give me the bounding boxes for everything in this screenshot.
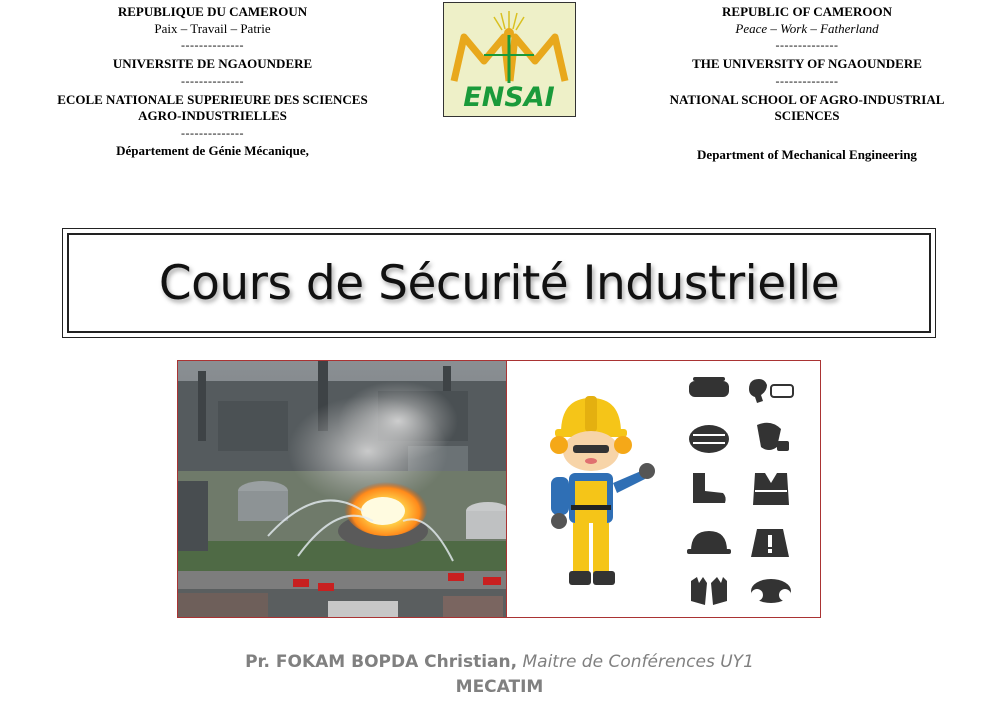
country-fr: REPUBLIQUE DU CAMEROUN [117,4,308,19]
ppe-panel [507,360,821,618]
safety-boot-icon [693,473,726,503]
author-name: Pr. FOKAM BOPDA Christian, [245,652,518,672]
school-fr-line2: AGRO-INDUSTRIELLES [138,108,287,123]
ppe-icon-grid [685,373,805,609]
title-inner-frame [67,233,931,333]
warning-sign-icon [751,529,789,557]
respirator-icon [751,579,791,603]
motto-fr: Paix – Travail – Patrie [154,20,271,36]
safety-vest-icon [753,473,789,505]
school-fr-line1: ECOLE NATIONALE SUPERIEURE DES SCIENCES [57,91,368,107]
gloves-icon [691,577,727,605]
separator: -------------- [775,38,839,52]
country-en: REPUBLIC OF CAMEROON [722,4,892,19]
department-fr: Département de Génie Mécanique, [116,142,309,158]
separator: -------------- [181,125,244,140]
header-left [0,4,425,159]
university-fr: UNIVERSITE DE NGAOUNDERE [112,56,313,71]
school-en-line2: SCIENCES [774,108,840,123]
safety-worker-illustration [533,393,673,593]
title-frame [62,228,936,338]
department-en: Department of Mechanical Engineering [697,146,917,162]
ear-protection-icon [749,379,793,403]
logo-text: ENSAI [463,82,555,113]
author-role: Maitre de Conférences UY1 [522,652,754,672]
author-line [0,651,999,673]
separator: -------------- [181,38,244,52]
motto-en: Peace – Work – Fatherland [735,20,879,36]
gas-mask-icon [757,423,789,451]
lab-name: MECATIM [455,677,544,697]
industrial-fire-photo [177,360,507,618]
ensai-logo-graphic [444,3,575,116]
separator: -------------- [775,73,839,88]
school-en-line1: NATIONAL SCHOOL OF AGRO-INDUSTRIAL [669,91,945,107]
separator: -------------- [181,73,244,88]
dust-mask-icon [689,425,729,453]
university-en: THE UNIVERSITY OF NGAOUNDERE [692,56,922,71]
hard-hat-icon [687,531,731,554]
industrial-fire-illustration [178,361,507,618]
ensai-logo [443,2,576,117]
header-right [612,4,999,163]
safety-goggles-icon [689,377,729,397]
page-title: Cours de Sécurité Industrielle [158,255,840,311]
